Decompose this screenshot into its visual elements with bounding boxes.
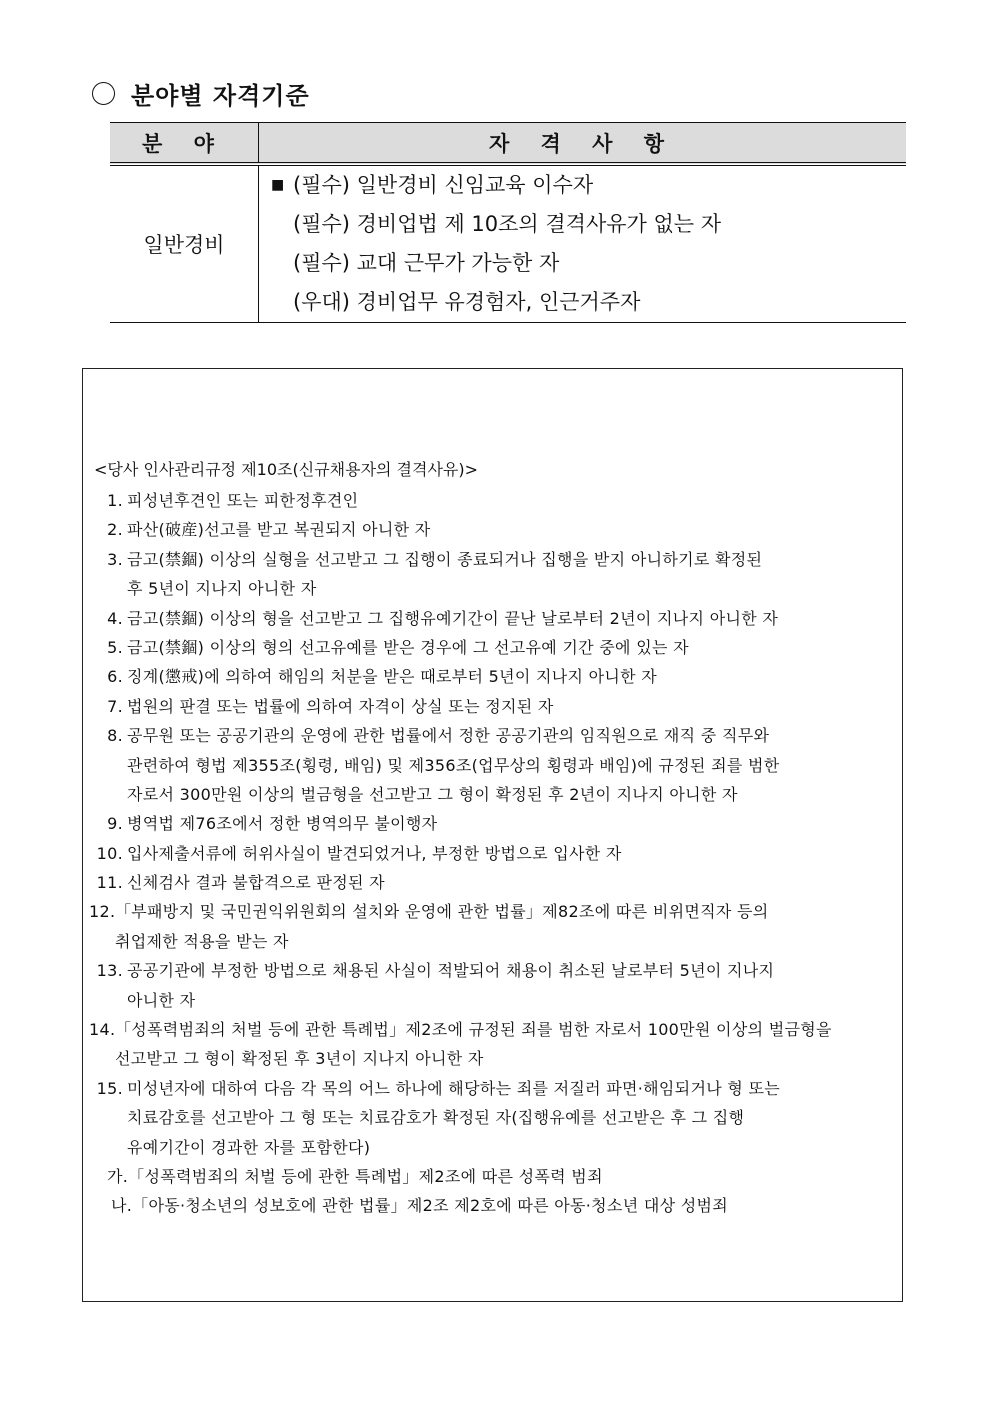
header-field: 분 야 — [110, 123, 259, 165]
list-item: 12.「부패방지 및 국민권익위원회의 설치와 운영에 관한 법률」제82조에 따른 비위면직자 등의 — [89, 902, 769, 922]
list-item-continuation: 자로서 300만원 이상의 벌금형을 선고받고 그 형이 확정된 후 2년이 지나지 아니한 자 — [127, 784, 738, 804]
circle-icon — [92, 82, 115, 105]
list-item: 2. 파산(破産)선고를 받고 복권되지 아니한 자 — [107, 520, 431, 540]
sub-item: 가.「성폭력범죄의 처벌 등에 관한 특례법」제2조에 따른 성폭력 범죄 — [107, 1166, 603, 1186]
requirement-text: (필수) 경비업법 제 10조의 결격사유가 없는 자 — [293, 212, 722, 236]
list-item-continuation: 유예기간이 경과한 자를 포함한다) — [127, 1137, 371, 1157]
list-item-continuation: 아니한 자 — [127, 990, 196, 1010]
section-title — [92, 76, 310, 111]
list-item: 5. 금고(禁錮) 이상의 형의 선고유예를 받은 경우에 그 선고유예 기간 중에 있는 자 — [107, 637, 689, 657]
list-item-continuation: 관련하여 형법 제355조(횡령, 배임) 및 제356조(업무상의 횡령과 배임)에 규정된 죄를 범한 — [127, 755, 780, 775]
list-item-continuation: 후 5년이 지나지 아니한 자 — [127, 579, 317, 599]
list-item: 4. 금고(禁錮) 이상의 형을 선고받고 그 집행유예기간이 끝난 날로부터 2년이 지나지 아니한 자 — [107, 608, 779, 628]
list-item: 15. 미성년자에 대하여 다음 각 목의 어느 하나에 해당하는 죄를 저질러 파면·해임되거나 형 또는 — [96, 1078, 780, 1098]
list-item: 10. 입사제출서류에 허위사실이 발견되었거나, 부정한 방법으로 입사한 자 — [96, 843, 622, 863]
rules-heading: <당사 인사관리규정 제10조(신규채용자의 결격사유)> — [94, 460, 479, 479]
header-requirements: 자 격 사 항 — [259, 123, 907, 165]
requirement-text: (우대) 경비업무 유경험자, 인근거주자 — [293, 290, 641, 314]
list-item: 13. 공공기관에 부정한 방법으로 채용된 사실이 적발되어 채용이 취소된 날로부터 5년이 지나지 — [96, 961, 775, 981]
list-item: 9. 병역법 제76조에서 정한 병역의무 불이행자 — [107, 814, 438, 834]
list-item: 3. 금고(禁錮) 이상의 실형을 선고받고 그 집행이 종료되거나 집행을 받지 아니하기로 확정된 — [107, 549, 763, 569]
section-title-text: 분야별 자격기준 — [131, 81, 310, 110]
list-item-continuation: 취업제한 적용을 받는 자 — [115, 931, 289, 951]
requirements-cell — [259, 164, 907, 323]
list-item: 8. 공무원 또는 공공기관의 운영에 관한 법률에서 정한 공공기관의 임직원으로 재직 중 직무와 — [107, 726, 770, 746]
sub-item: 나.「아동·청소년의 성보호에 관한 법률」제2조 제2호에 따른 아동·청소년 대상 성범죄 — [111, 1196, 728, 1216]
list-item: 14.「성폭력범죄의 처벌 등에 관한 특례법」제2조에 규정된 죄를 범한 자로서 100만원 이상의 벌금형을 — [89, 1020, 832, 1040]
table-header-row — [110, 123, 906, 165]
list-item: 7. 법원의 판결 또는 법률에 의하여 자격이 상실 또는 정지된 자 — [107, 696, 554, 716]
requirement-item — [271, 166, 906, 205]
requirement-item — [271, 244, 906, 283]
field-cell: 일반경비 — [110, 164, 259, 323]
square-bullet-icon: ■ — [271, 177, 285, 193]
rules-list — [89, 486, 895, 1221]
list-item: 11. 신체검사 결과 불합격으로 판정된 자 — [96, 873, 385, 893]
table-row — [110, 164, 906, 323]
requirement-item — [271, 283, 906, 322]
list-item: 6. 징계(懲戒)에 의하여 해임의 처분을 받은 때로부터 5년이 지나지 아니한 자 — [107, 667, 658, 687]
requirement-text: (필수) 일반경비 신임교육 이수자 — [293, 173, 594, 197]
disqualification-rules-box — [82, 368, 903, 1302]
list-item-continuation: 선고받고 그 형이 확정된 후 3년이 지나지 아니한 자 — [115, 1049, 484, 1069]
requirements-list — [259, 166, 906, 322]
list-item-continuation: 치료감호를 선고받아 그 형 또는 치료감호가 확정된 자(집행유예를 선고받은 후 그 집행 — [127, 1108, 745, 1128]
requirement-item — [271, 205, 906, 244]
qualification-table — [110, 122, 906, 323]
requirement-text: (필수) 교대 근무가 가능한 자 — [293, 251, 560, 275]
list-item: 1. 피성년후견인 또는 피한정후견인 — [107, 491, 359, 510]
